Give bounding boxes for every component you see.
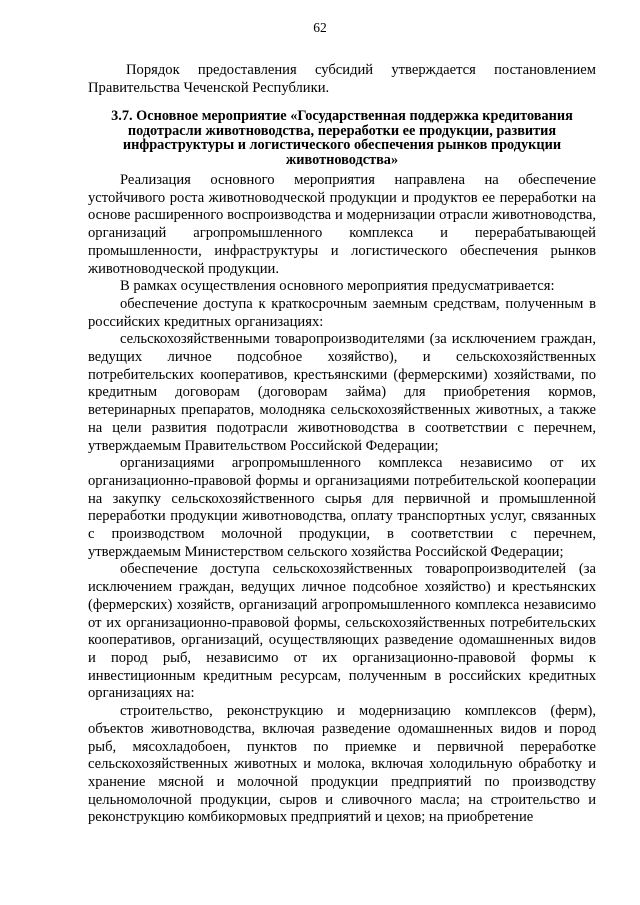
intro-paragraph: Порядок предоставления субсидий утверждается постановлением Правительства Чеченской Республики. xyxy=(88,62,596,96)
intro-paragraph-block xyxy=(88,62,596,97)
page-number: 62 xyxy=(313,20,327,35)
body-paragraph: строительство, реконструкцию и модернизацию комплексов (ферм), объектов животноводства, включая разведение одомашненных видов и пород рыб, мясохладобоен, пунктов по приемке и первичной переработке сельскохозяйственных животных и молока, включая холодильную обработку и хранение мясной и молочной продукции предприятий по производству цельномолочной продукции, сыров и сливочного масла; на строительство и реконструкцию комбикормовых предприятий и цехов; на приобретение xyxy=(88,703,596,826)
body-paragraph: обеспечение доступа к краткосрочным заемным средствам, полученным в российских кредитных организациях: xyxy=(88,295,596,330)
body-paragraph: В рамках осуществления основного мероприятия предусматривается: xyxy=(120,278,555,295)
section-heading: 3.7. Основное мероприятие «Государственная поддержка кредитования подотрасли животноводства, переработки ее продукции, развития инфраструктуры и логистического обеспечения рынков продукции животноводства» xyxy=(111,108,573,168)
body-paragraph: обеспечение доступа сельскохозяйственных товаропроизводителей (за исключением граждан, ведущих личное подсобное хозяйство) и крестьянских (фермерских) хозяйств, организаций агропромышленного комплекса независимо от их организационно-правовой формы, сельскохозяйственных потребительских кооперативов, организаций, осуществляющих разведение одомашненных видов и пород рыб, независимо от их организационно-правовой формы к инвестиционным кредитным ресурсам, полученным в российских кредитных организациях на: xyxy=(88,561,596,702)
body-paragraph: организациями агропромышленного комплекса независимо от их организационно-правовой формы и организациями потребительской кооперации на закупку сельскохозяйственного сырья для первичной и промышленной переработки продукции животноводства, оплату транспортных услуг, связанных с производством молочной продукции, в соответствии с перечнем, утверждаемым Министерством сельского хозяйства Российской Федерации; xyxy=(88,455,596,560)
body-text xyxy=(88,172,596,827)
body-paragraph: сельскохозяйственными товаропроизводителями (за исключением граждан, ведущих личное подсобное хозяйство), и сельскохозяйственных потребительских кооперативов, крестьянскими (фермерскими) хозяйствами, по кредитным договорам (договорам займа) для приобретения кормов, ветеринарных препаратов, молодняка сельскохозяйственных животных, а также на цели развития подотрасли животноводства в соответствии с перечнем, утверждаемым Правительством Российской Федерации; xyxy=(88,331,596,454)
body-paragraph: Реализация основного мероприятия направлена на обеспечение устойчивого роста животноводческой продукции и продуктов ее переработки на основе расширенного воспроизводства и модернизации отрасли животноводства, организаций агропромышленного комплекса и перерабатывающей промышленности, инфраструктуры и логистического обеспечения рынков животноводческой продукции. xyxy=(88,172,596,277)
